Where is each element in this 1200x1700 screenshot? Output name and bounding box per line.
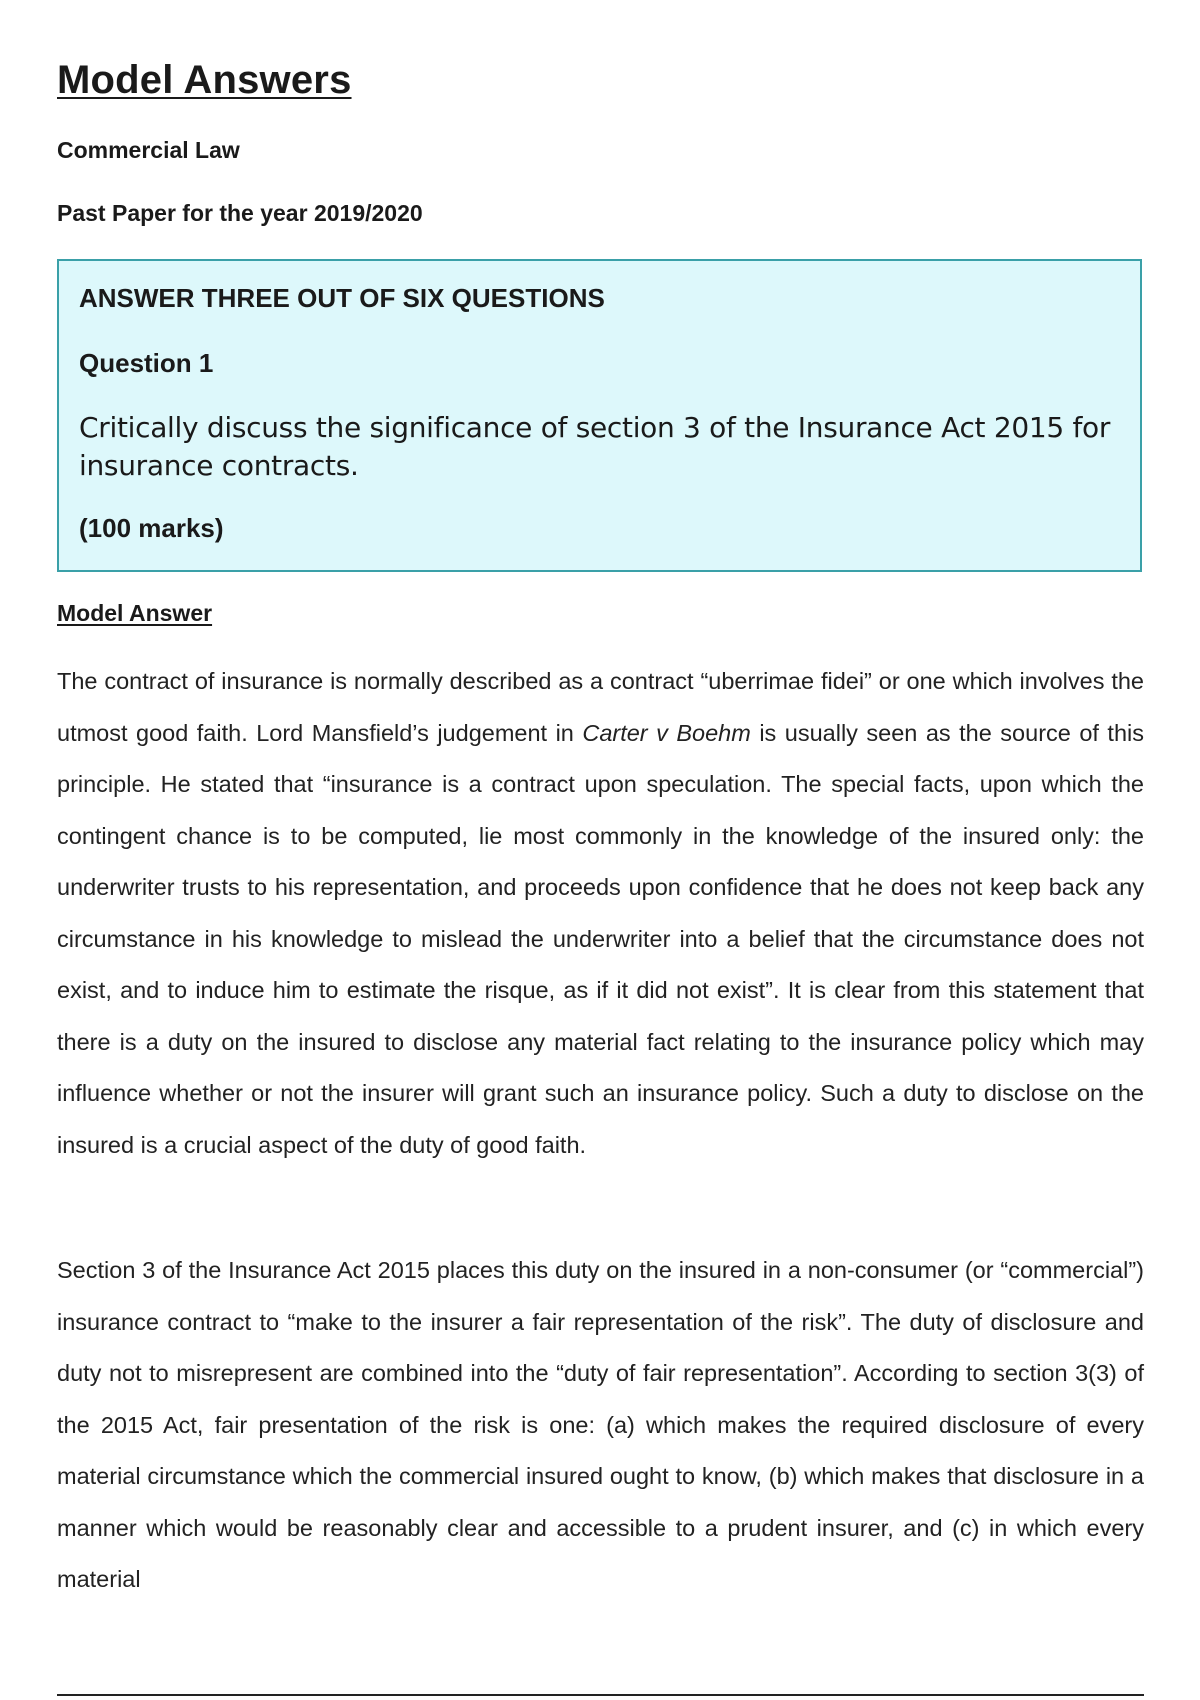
question-text: Critically discuss the significance of section 3 of the Insurance Act 2015 for insurance contracts. — [79, 411, 1111, 482]
paper-label: Past Paper for the year 2019/2020 — [57, 200, 423, 226]
answer-paragraph-2: Section 3 of the Insurance Act 2015 places this duty on the insured in a non-consumer (or “commercial”) insurance contract to “make to the insurer a fair representation of the risk”. The duty of disclosure and duty not to misrepresent are combined into the “duty of fair representation”. According to section 3(3) of the 2015 Act, fair presentation of the risk is one: (a) which makes the required disclosure of every material circumstance which the commercial insured ought to know, (b) which makes that disclosure in a manner which would be reasonably clear and accessible to a prudent insurer, and (c) in which every material — [57, 1257, 1144, 1592]
paragraph-text: The contract of insurance is normally described as a contract “uberrimae fidei” or one which involves the utmost good faith. Lord Mansfield’s judgement in — [57, 668, 1144, 746]
question-box — [57, 259, 1142, 572]
footer-divider — [57, 1694, 1144, 1696]
course-name: Commercial Law — [57, 137, 240, 163]
question-instruction: ANSWER THREE OUT OF SIX QUESTIONS — [79, 283, 605, 313]
paragraph-text: is usually seen as the source of this principle. He stated that “insurance is a contract upon speculation. The special facts, upon which the contingent chance is to be computed, lie most commonly in the knowledge of the insured only: the underwriter trusts to his representation, and proceeds upon confidence that he does not keep back any circumstance in his knowledge to mislead the underwriter into a belief that the circumstance does not exist, and to induce him to estimate the risque, as if it did not exist”. It is clear from this statement that there is a duty on the insured to disclose any material fact relating to the insurance policy which may influence whether or not the insurer will grant such an insurance policy. Such a duty to disclose on the insured is a crucial aspect of the duty of good faith. — [57, 719, 1144, 1158]
page-title: Model Answers — [57, 58, 352, 102]
question-marks: (100 marks) — [79, 513, 224, 543]
question-number: Question 1 — [79, 348, 214, 378]
case-citation: Carter v Boehm — [582, 719, 751, 746]
model-answer-heading: Model Answer — [57, 600, 213, 626]
answer-paragraph-1 — [57, 656, 1144, 1171]
